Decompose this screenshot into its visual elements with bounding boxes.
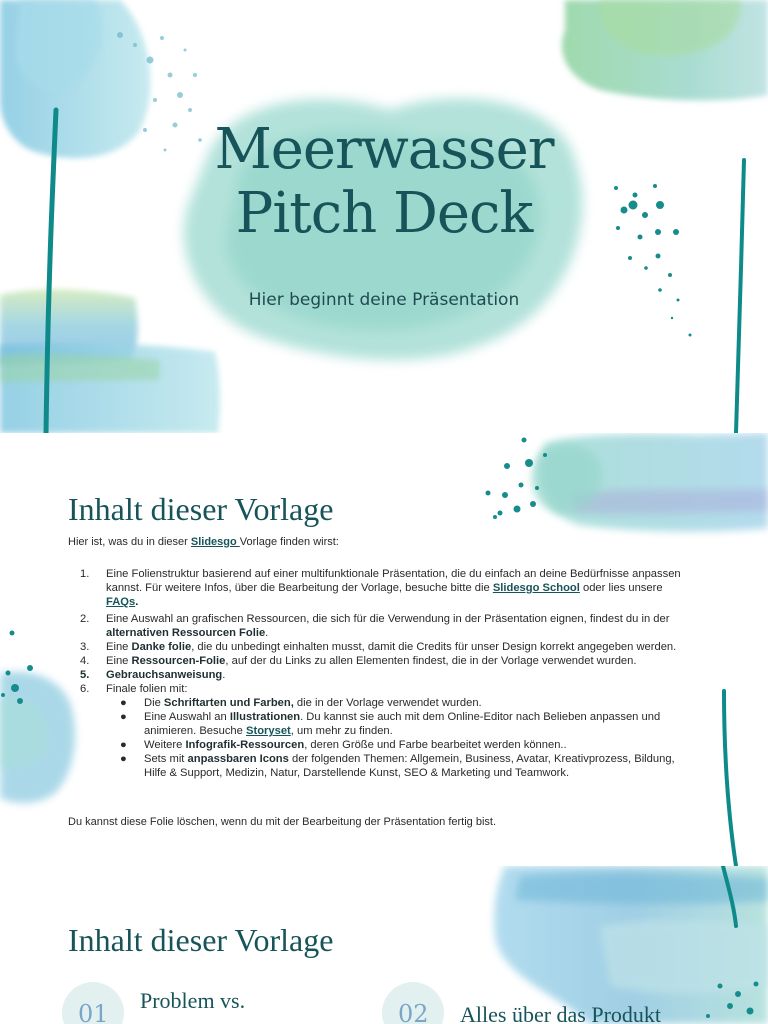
title-line-1: Meerwasser [214, 117, 554, 182]
intro-text: Hier ist, was du in dieser [68, 536, 191, 548]
list-item [68, 567, 693, 609]
slidesgo-school-link[interactable]: Slidesgo School [492, 582, 580, 594]
closing-note: Du kannst diese Folie löschen, wenn du mit der Bearbeitung der Präsentation fertig bist. [68, 816, 497, 828]
item-text: Eine Folienstruktur basierend auf einer multifunktionale Präsentation, die du einfach an deine Bedürfnisse anpassen kannst. Für weitere Infos, über die Bearbeitung der Vorlage, besuche bitte die [106, 568, 681, 594]
item-bold: Illustrationen [229, 711, 301, 723]
bullet-icon: ● [120, 697, 127, 709]
bullet-icon: ● [120, 753, 127, 765]
list-item [68, 682, 693, 696]
presentation-title [0, 118, 768, 246]
item-bold: Schriftarten und Farben, [163, 697, 294, 709]
section-title: Problem vs. [140, 988, 246, 1013]
item-bold: Infografik-Ressourcen [185, 739, 305, 751]
item-text: Eine [106, 641, 132, 653]
item-number: 3. [80, 641, 90, 653]
item-text: . Du kannst sie auch mit dem Online-Editor nach Belieben anpassen und animieren. Besuche [144, 711, 661, 737]
faqs-link[interactable]: FAQs [106, 596, 136, 608]
item-text: Eine Auswahl an [144, 711, 230, 723]
item-text: . [135, 596, 139, 608]
item-text: Die [144, 697, 164, 709]
intro-paragraph [68, 536, 339, 548]
sub-list-item [68, 738, 693, 752]
slidesgo-link[interactable]: Slidesgo [190, 536, 240, 548]
section-number: 01 [78, 1000, 109, 1024]
slide-heading: Inhalt dieser Vorlage [68, 491, 334, 527]
item-text: Eine [106, 655, 132, 667]
item-number: 6. [80, 683, 90, 695]
bullet-icon: ● [120, 739, 127, 751]
item-bold: alternativen Ressourcen Folie [106, 627, 266, 639]
storyset-link[interactable]: Storyset [246, 725, 291, 737]
section-number: 02 [398, 1000, 429, 1024]
item-text: , die du unbedingt einhalten musst, damit die Credits für unser Design korrekt angegeben werden. [191, 641, 677, 653]
item-text: . [222, 669, 226, 681]
item-text: Finale folien mit: [106, 683, 188, 695]
item-text: Sets mit [144, 753, 188, 765]
item-bold: Danke folie [131, 641, 192, 653]
list-item [68, 654, 693, 668]
item-text: die in der Vorlage verwendet wurden. [293, 697, 482, 709]
item-text: , auf der du Links zu allen Elementen findest, die in der Vorlage verwendet wurden. [225, 655, 637, 667]
sub-list-item [68, 696, 693, 710]
item-bold: Ressourcen-Folie [131, 655, 226, 667]
list-item [68, 640, 693, 654]
item-text: , um mehr zu finden. [290, 725, 393, 737]
item-text: . [265, 627, 269, 639]
section-title: Alles über das Produkt [460, 1002, 662, 1024]
slide-contents [0, 433, 768, 866]
list-item [68, 612, 693, 640]
item-text: der folgenden Themen: Allgemein, Business, Avatar, Kreativprozess, Bildung, Hilfe & Support, Medizin, Natur, Darstellende Kunst, SEO & Marketing und Teamwork. [144, 753, 675, 779]
item-number: 4. [80, 655, 90, 667]
list-item [68, 668, 693, 682]
bullet-icon: ● [120, 711, 127, 723]
item-text: Weitere [144, 739, 186, 751]
slide-heading: Inhalt dieser Vorlage [68, 922, 334, 958]
item-number: 2. [80, 613, 90, 625]
slide-contents-overview [0, 866, 768, 1024]
item-text: oder lies unsere [579, 582, 663, 594]
presentation-subtitle: Hier beginnt deine Präsentation [248, 290, 520, 310]
intro-text-end: Vorlage finden wirst: [239, 536, 339, 548]
item-bold: Gebrauchsanweisung [106, 669, 223, 681]
sub-list-item [68, 710, 693, 738]
item-number: 5. [80, 669, 90, 681]
item-bold: anpassbaren Icons [187, 753, 289, 765]
content-list [68, 567, 693, 780]
sub-list-item [68, 752, 693, 780]
item-text: Eine Auswahl an grafischen Ressourcen, die sich für die Verwendung in der Präsentation eignen, findest du in der [106, 613, 670, 625]
title-line-2: Pitch Deck [235, 181, 533, 246]
slide-title [0, 0, 768, 433]
item-number: 1. [80, 568, 90, 580]
item-text: , deren Größe und Farbe bearbeitet werden können.. [304, 739, 567, 751]
